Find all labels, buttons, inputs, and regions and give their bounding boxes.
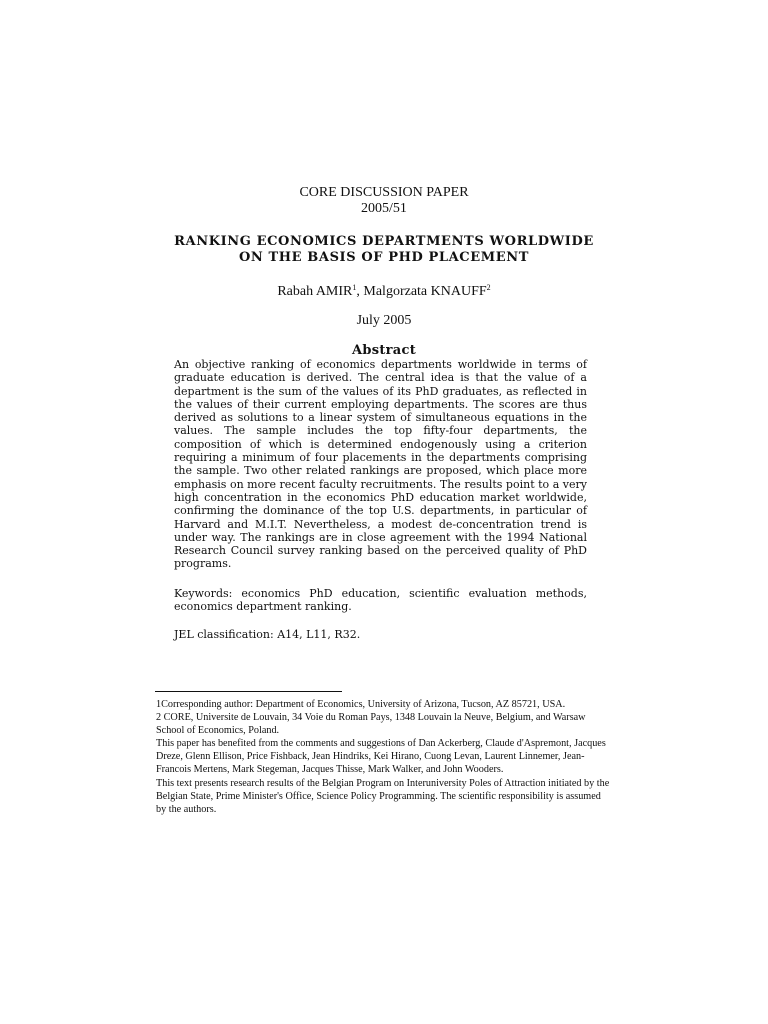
abstract-body: An objective ranking of economics departments worldwide in terms of graduate education is derived. The central idea is that the value of a department is the sum of the values of its PhD graduates, as reflected in the values of their current employing departments. The scores are thus derived as solutions to a linear system of simultaneous equations in the values. The sample includes the top fifty-four departments, the composition of which is determined endogenously using a criterion requiring a minimum of four placements in the departments comprising the sample. Two other related rankings are proposed, which place more emphasis on more recent faculty recruitments. The results point to a very high concentration in the economics PhD education market worldwide, confirming the dominance of the top U.S. departments, in particular of Harvard and M.I.T. Nevertheless, a modest de-concentration trend is under way. The rankings are in close agreement with the 1994 National Research Council survey ranking based on the perceived quality of PhD programs. — [174, 358, 587, 571]
footnote-1: 1Corresponding author: Department of Economics, University of Arizona, Tucson, AZ 85721, USA. — [156, 699, 566, 710]
author-line — [0, 280, 768, 300]
author-1-footnote-mark: 1 — [352, 283, 357, 292]
paper-number: 2005/51 — [361, 201, 407, 216]
author-2-footnote-mark: 2 — [486, 283, 491, 292]
footnote-separator — [155, 691, 342, 692]
footnote-funding: This text presents research results of the Belgian Program on Interuniversity Poles of Attraction initiated by the Belgian State, Prime Minister's Office, Science Policy Programming. The scientific responsibility is assumed by the authors. — [156, 777, 610, 815]
abstract-heading: Abstract — [351, 343, 417, 358]
publication-date: July 2005 — [356, 313, 412, 328]
footnotes — [156, 698, 611, 816]
title-line-2: ON THE BASIS OF PHD PLACEMENT — [238, 249, 530, 265]
footnote-acknowledgements: This paper has benefited from the comments and suggestions of Dan Ackerberg, Claude d'Aspremont, Jacques Dreze, Glenn Ellison, Price Fishback, Jean Hindriks, Kei Hirano, Cuong Levan, Laurent Linnemer, Jean-Francois Mertens, Mark Stegeman, Jacques Thisse, Mark Walker, and John Wooders. — [156, 738, 606, 776]
title-line-1: RANKING ECONOMICS DEPARTMENTS WORLDWIDE — [174, 234, 594, 249]
jel-classification: JEL classification: A14, L11, R32. — [174, 628, 361, 641]
author-2-name: Malgorzata KNAUFF — [363, 284, 487, 299]
footnote-2: 2 CORE, Universite de Louvain, 34 Voie du Roman Pays, 1348 Louvain la Neuve, Belgium, and Warsaw School of Economics, Poland. — [156, 712, 586, 737]
paper-header — [0, 185, 768, 217]
paper-title — [0, 234, 768, 265]
series-name: CORE DISCUSSION PAPER — [299, 185, 469, 200]
author-1-name: Rabah AMIR — [277, 284, 353, 299]
author-separator: , — [356, 284, 364, 299]
keywords: Keywords: economics PhD education, scientific evaluation methods, economics department ranking. — [174, 587, 587, 614]
